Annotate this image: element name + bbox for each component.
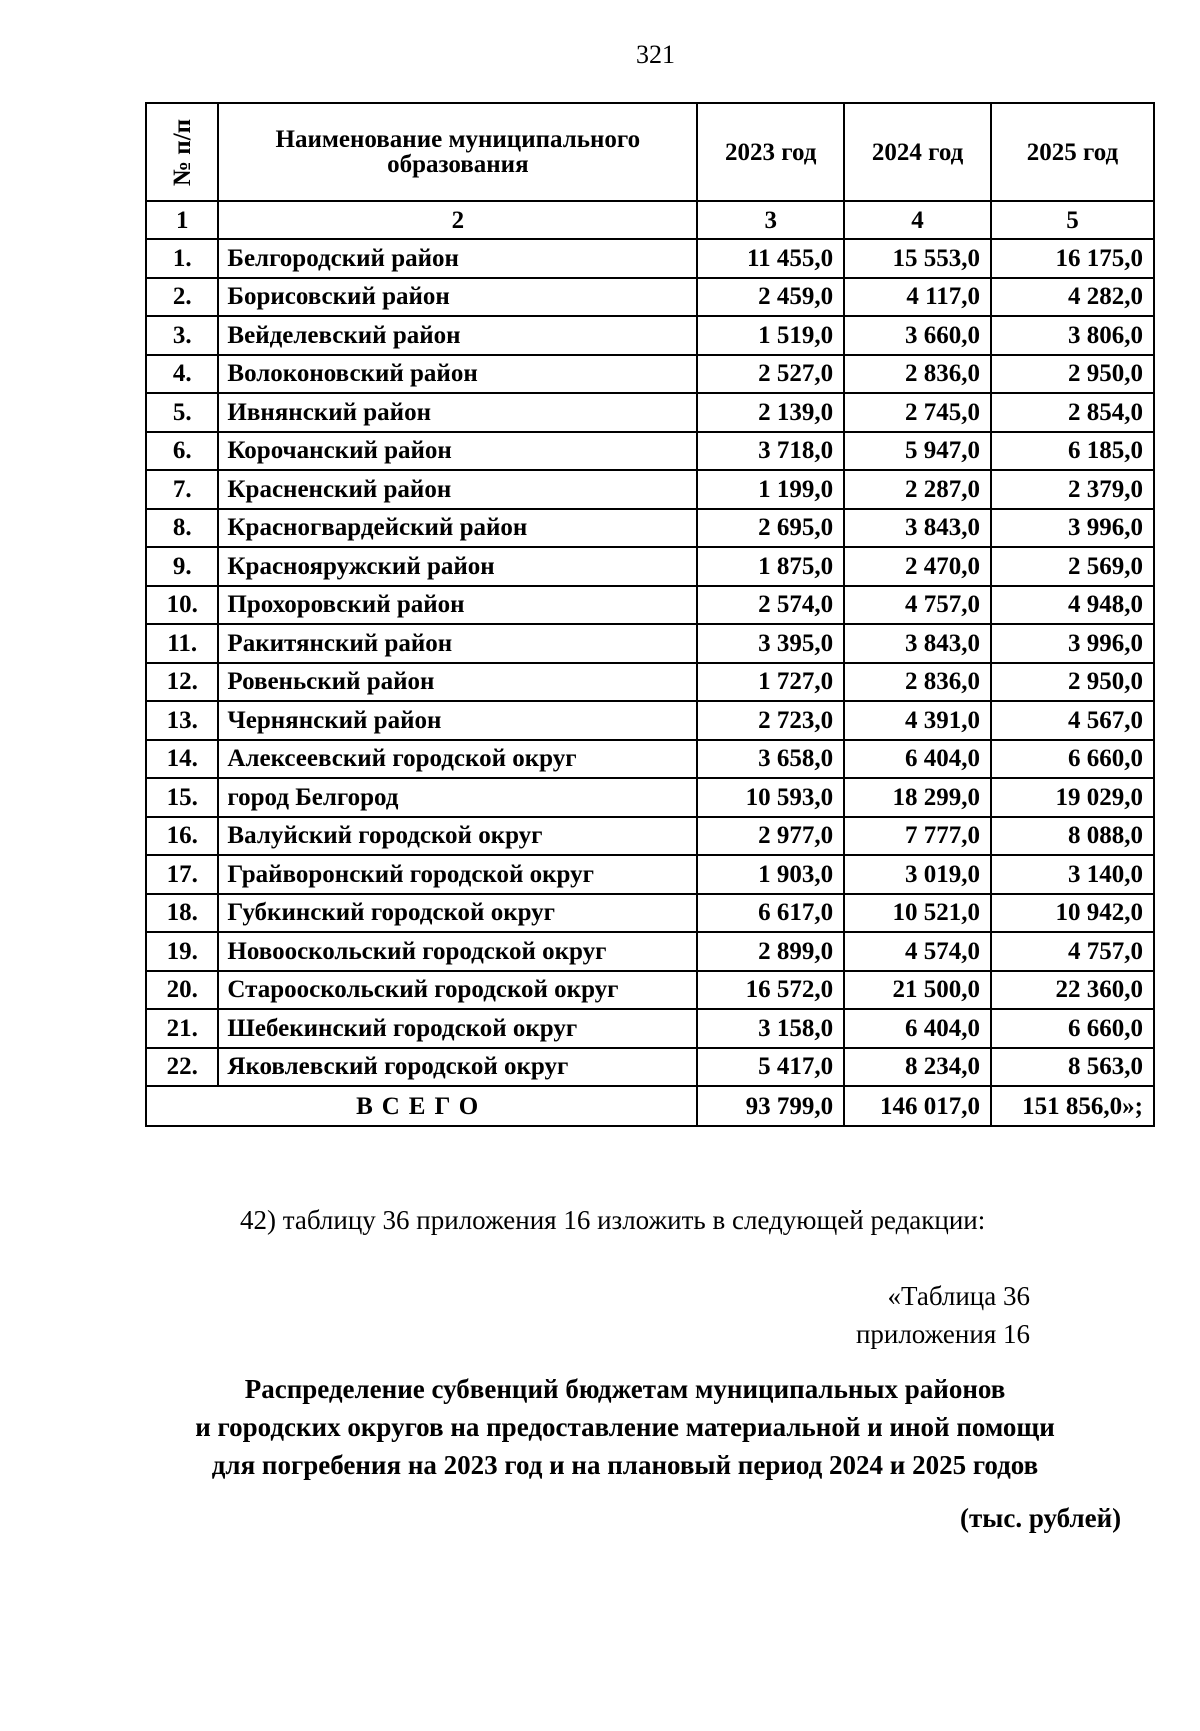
value-2024: 4 574,0 <box>844 932 991 971</box>
row-number: 18. <box>146 894 218 933</box>
value-2023: 10 593,0 <box>697 778 844 817</box>
value-2024: 2 836,0 <box>844 663 991 702</box>
header-2024: 2024 год <box>844 103 991 201</box>
value-2024: 3 843,0 <box>844 509 991 548</box>
municipality-name: Ивнянский район <box>218 393 697 432</box>
value-2024: 3 843,0 <box>844 624 991 663</box>
table-row <box>146 894 1154 933</box>
column-number-row <box>146 201 1154 239</box>
value-2025: 2 379,0 <box>991 470 1154 509</box>
value-2024: 6 404,0 <box>844 740 991 779</box>
value-2023: 6 617,0 <box>697 894 844 933</box>
municipality-name: Прохоровский район <box>218 586 697 625</box>
value-2023: 11 455,0 <box>697 239 844 278</box>
value-2025: 3 996,0 <box>991 509 1154 548</box>
value-2025: 19 029,0 <box>991 778 1154 817</box>
table-row <box>146 509 1154 548</box>
value-2023: 2 695,0 <box>697 509 844 548</box>
units-label: (тыс. рублей) <box>960 1503 1122 1533</box>
value-2024: 7 777,0 <box>844 817 991 856</box>
row-number: 15. <box>146 778 218 817</box>
column-number: 3 <box>697 201 844 239</box>
municipality-name: Краснояружский район <box>218 547 697 586</box>
row-number: 11. <box>146 624 218 663</box>
value-2025: 2 854,0 <box>991 393 1154 432</box>
value-2024: 2 287,0 <box>844 470 991 509</box>
value-2025: 3 806,0 <box>991 316 1154 355</box>
value-2025: 4 948,0 <box>991 586 1154 625</box>
municipality-name: Красногвардейский район <box>218 509 697 548</box>
value-2025: 2 950,0 <box>991 663 1154 702</box>
table-reference <box>830 1277 1030 1353</box>
municipality-name: Грайворонский городской округ <box>218 855 697 894</box>
table-row <box>146 1048 1154 1087</box>
row-number: 4. <box>146 355 218 394</box>
municipality-name: Белгородский район <box>218 239 697 278</box>
municipality-name: Ровеньский район <box>218 663 697 702</box>
column-number: 1 <box>146 201 218 239</box>
table-row <box>146 316 1154 355</box>
row-number: 20. <box>146 971 218 1010</box>
row-number: 22. <box>146 1048 218 1087</box>
municipality-name: Вейделевский район <box>218 316 697 355</box>
value-2024: 3 019,0 <box>844 855 991 894</box>
value-2024: 2 470,0 <box>844 547 991 586</box>
row-number: 12. <box>146 663 218 702</box>
value-2025: 16 175,0 <box>991 239 1154 278</box>
value-2023: 1 875,0 <box>697 547 844 586</box>
value-2023: 1 903,0 <box>697 855 844 894</box>
value-2024: 10 521,0 <box>844 894 991 933</box>
value-2024: 18 299,0 <box>844 778 991 817</box>
value-2024: 4 117,0 <box>844 278 991 317</box>
value-2025: 8 563,0 <box>991 1048 1154 1087</box>
table-row <box>146 547 1154 586</box>
municipality-name: Яковлевский городской округ <box>218 1048 697 1087</box>
municipality-name: Корочанский район <box>218 432 697 471</box>
table-row <box>146 663 1154 702</box>
table-row <box>146 740 1154 779</box>
table-row <box>146 586 1154 625</box>
municipality-name: Красненский район <box>218 470 697 509</box>
value-2025: 3 140,0 <box>991 855 1154 894</box>
table-row <box>146 932 1154 971</box>
value-2025: 3 996,0 <box>991 624 1154 663</box>
total-label: ВСЕГО <box>146 1086 697 1126</box>
table-row <box>146 624 1154 663</box>
municipality-name: Волоконовский район <box>218 355 697 394</box>
value-2024: 2 836,0 <box>844 355 991 394</box>
municipality-name: Алексеевский городской округ <box>218 740 697 779</box>
value-2024: 21 500,0 <box>844 971 991 1010</box>
value-2023: 3 395,0 <box>697 624 844 663</box>
row-number: 5. <box>146 393 218 432</box>
row-number: 9. <box>146 547 218 586</box>
value-2023: 2 459,0 <box>697 278 844 317</box>
table-row <box>146 278 1154 317</box>
value-2023: 5 417,0 <box>697 1048 844 1087</box>
value-2023: 2 723,0 <box>697 701 844 740</box>
value-2025: 6 660,0 <box>991 1009 1154 1048</box>
value-2025: 2 569,0 <box>991 547 1154 586</box>
header-name: Наименование муниципального образования <box>218 103 697 201</box>
table-reference-line: «Таблица 36 <box>887 1281 1030 1311</box>
value-2024: 4 391,0 <box>844 701 991 740</box>
value-2023: 16 572,0 <box>697 971 844 1010</box>
header-num <box>146 103 218 201</box>
value-2024: 3 660,0 <box>844 316 991 355</box>
total-value-2025: 151 856,0»; <box>991 1086 1154 1126</box>
value-2025: 8 088,0 <box>991 817 1154 856</box>
municipality-name: Борисовский район <box>218 278 697 317</box>
value-2023: 1 199,0 <box>697 470 844 509</box>
table-title-line: и городских округов на предоставление материальной и иной помощи <box>195 1412 1055 1442</box>
header-num-label: № п/п <box>168 118 196 186</box>
table-row <box>146 1009 1154 1048</box>
row-number: 2. <box>146 278 218 317</box>
row-number: 7. <box>146 470 218 509</box>
total-value-2023: 93 799,0 <box>697 1086 844 1126</box>
row-number: 13. <box>146 701 218 740</box>
table-row <box>146 355 1154 394</box>
column-number: 2 <box>218 201 697 239</box>
total-value-2024: 146 017,0 <box>844 1086 991 1126</box>
value-2024: 4 757,0 <box>844 586 991 625</box>
value-2024: 2 745,0 <box>844 393 991 432</box>
row-number: 8. <box>146 509 218 548</box>
column-number: 4 <box>844 201 991 239</box>
value-2025: 4 757,0 <box>991 932 1154 971</box>
value-2023: 2 977,0 <box>697 817 844 856</box>
header-2025: 2025 год <box>991 103 1154 201</box>
value-2025: 4 282,0 <box>991 278 1154 317</box>
value-2023: 1 727,0 <box>697 663 844 702</box>
municipality-name: Ракитянский район <box>218 624 697 663</box>
row-number: 19. <box>146 932 218 971</box>
municipality-name: Чернянский район <box>218 701 697 740</box>
header-2023: 2023 год <box>697 103 844 201</box>
municipality-name: Валуйский городской округ <box>218 817 697 856</box>
row-number: 10. <box>146 586 218 625</box>
value-2023: 3 718,0 <box>697 432 844 471</box>
table-row <box>146 432 1154 471</box>
value-2025: 10 942,0 <box>991 894 1154 933</box>
row-number: 21. <box>146 1009 218 1048</box>
value-2024: 6 404,0 <box>844 1009 991 1048</box>
value-2023: 2 527,0 <box>697 355 844 394</box>
table-row <box>146 971 1154 1010</box>
value-2025: 2 950,0 <box>991 355 1154 394</box>
table-row <box>146 393 1154 432</box>
table-row <box>146 817 1154 856</box>
column-number: 5 <box>991 201 1154 239</box>
value-2025: 6 185,0 <box>991 432 1154 471</box>
value-2023: 3 658,0 <box>697 740 844 779</box>
table-row <box>146 470 1154 509</box>
municipality-name: Новооскольский городской округ <box>218 932 697 971</box>
row-number: 3. <box>146 316 218 355</box>
municipality-name: Старооскольский городской округ <box>218 971 697 1010</box>
row-number: 6. <box>146 432 218 471</box>
value-2023: 2 139,0 <box>697 393 844 432</box>
value-2025: 6 660,0 <box>991 740 1154 779</box>
municipality-name: город Белгород <box>218 778 697 817</box>
row-number: 14. <box>146 740 218 779</box>
value-2023: 2 899,0 <box>697 932 844 971</box>
value-2023: 1 519,0 <box>697 316 844 355</box>
value-2024: 5 947,0 <box>844 432 991 471</box>
subvention-table <box>145 102 1155 1127</box>
value-2025: 4 567,0 <box>991 701 1154 740</box>
value-2024: 8 234,0 <box>844 1048 991 1087</box>
value-2023: 3 158,0 <box>697 1009 844 1048</box>
value-2024: 15 553,0 <box>844 239 991 278</box>
instruction-text: 42) таблицу 36 приложения 16 изложить в следующей редакции: <box>240 1205 986 1235</box>
value-2025: 22 360,0 <box>991 971 1154 1010</box>
table-row <box>146 239 1154 278</box>
table-reference-line: приложения 16 <box>855 1319 1030 1349</box>
table-title <box>150 1370 1100 1484</box>
row-number: 17. <box>146 855 218 894</box>
page-number: 321 <box>636 40 675 69</box>
table-row <box>146 701 1154 740</box>
municipality-name: Шебекинский городской округ <box>218 1009 697 1048</box>
header-row <box>146 103 1154 201</box>
row-number: 1. <box>146 239 218 278</box>
table-row <box>146 855 1154 894</box>
total-row <box>146 1086 1154 1126</box>
value-2023: 2 574,0 <box>697 586 844 625</box>
row-number: 16. <box>146 817 218 856</box>
table-row <box>146 778 1154 817</box>
table-title-line: для погребения на 2023 год и на плановый период 2024 и 2025 годов <box>211 1450 1039 1480</box>
table-title-line: Распределение субвенций бюджетам муниципальных районов <box>244 1374 1006 1404</box>
municipality-name: Губкинский городской округ <box>218 894 697 933</box>
